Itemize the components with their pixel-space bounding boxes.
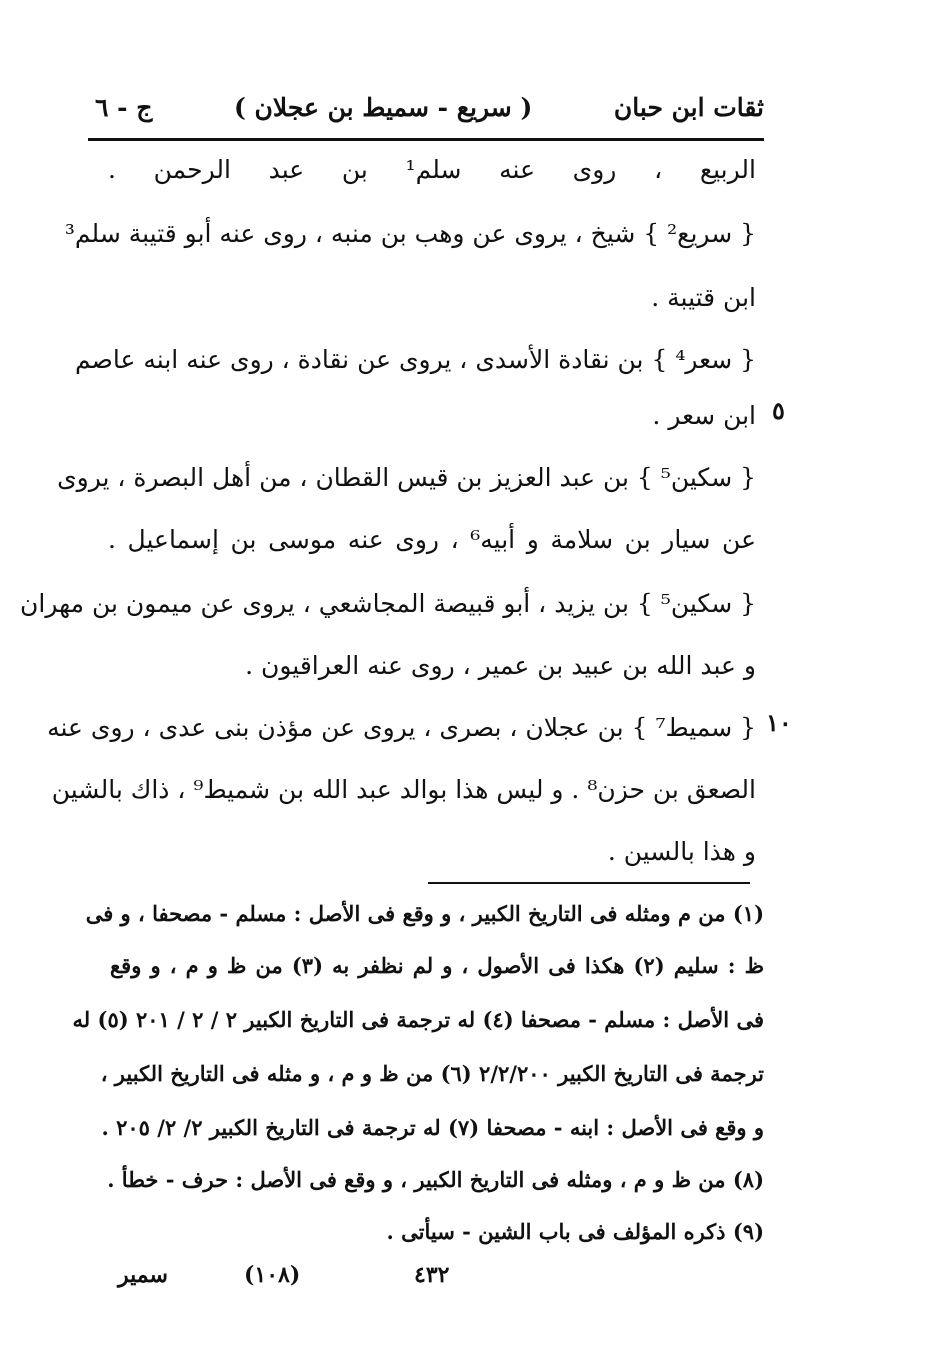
text-line: الربيع ، روى عنه سلم¹ بن عبد الرحمن . xyxy=(108,155,756,184)
text-line: و هذا بالسين . xyxy=(607,837,756,866)
section-title: ( سريع - سميط بن عجلان ) xyxy=(234,92,533,122)
footnote-line: (١) من م ومثله فى التاريخ الكبير ، و وقع فى الأصل : مسلم - مصحفا ، و فى xyxy=(85,901,764,926)
press-mark: سمير xyxy=(118,1262,168,1288)
text-line: { سريع² } شيخ ، يروى عن وهب بن منبه ، روى عنه أبو قتيبة سلم³ xyxy=(64,219,756,248)
footnote-line: (٨) من ظ و م ، ومثله فى التاريخ الكبير ، و وقع فى الأصل : حرف - خطأ . xyxy=(107,1167,764,1192)
book-title: ثقات ابن حبان xyxy=(613,92,764,122)
footnote-line: ترجمة فى التاريخ الكبير ٢/٢/٢٠٠ (٦) من ظ و م ، و مثله فى التاريخ الكبير ، xyxy=(100,1061,764,1086)
page-footer xyxy=(0,1262,932,1302)
header-rule xyxy=(88,138,764,141)
text-line: و عبد الله بن عبيد بن عمير ، روى عنه العراقيون . xyxy=(245,651,756,680)
text-line: ابن قتيبة . xyxy=(651,283,756,312)
text-line: { سعر⁴ } بن نقادة الأسدى ، يروى عن نقادة ، روى عنه ابنه عاصم xyxy=(75,345,756,374)
text-line: الصعق بن حزن⁸ . و ليس هذا بوالد عبد الله بن شميط⁹ ، ذاك بالشين xyxy=(51,775,756,804)
text-line: { سميط⁷ } بن عجلان ، بصرى ، يروى عن مؤذن بنى عدى ، روى عنه xyxy=(47,713,756,742)
sheet-number: (١٠٨) xyxy=(244,1262,301,1288)
line-number-10: ١٠ xyxy=(766,708,792,737)
footnote-line: (٩) ذكره المؤلف فى باب الشين - سيأتى . xyxy=(386,1219,764,1244)
footnote-rule xyxy=(428,882,750,884)
text-line: ابن سعر . xyxy=(652,401,756,430)
footnote-line: ظ : سليم (٢) هكذا فى الأصول ، و لم نظفر به (٣) من ظ و م ، و وقع xyxy=(110,953,765,978)
running-header xyxy=(95,82,764,132)
text-line: { سكين⁵ } بن عبد العزيز بن قيس القطان ، من أهل البصرة ، يروى xyxy=(57,463,756,492)
line-number-5: ٥ xyxy=(772,396,785,425)
text-line: { سكين⁵ } بن يزيد ، أبو قبيصة المجاشعي ، يروى عن ميمون بن مهران xyxy=(20,589,756,618)
text-line: عن سيار بن سلامة و أبيه⁶ ، روى عنه موسى بن إسماعيل . xyxy=(108,525,756,554)
page-number: ٤٣٢ xyxy=(414,1262,450,1288)
footnote-line: فى الأصل : مسلم - مصحفا (٤) له ترجمة فى التاريخ الكبير ٢ / ٢ / ٢٠١ (٥) له xyxy=(72,1007,764,1032)
footnote-line: و وقع فى الأصل : ابنه - مصحفا (٧) له ترجمة فى التاريخ الكبير ٢/ ٢/ ٢٠٥ . xyxy=(101,1115,764,1140)
volume-label: ج - ٦ xyxy=(95,92,153,122)
